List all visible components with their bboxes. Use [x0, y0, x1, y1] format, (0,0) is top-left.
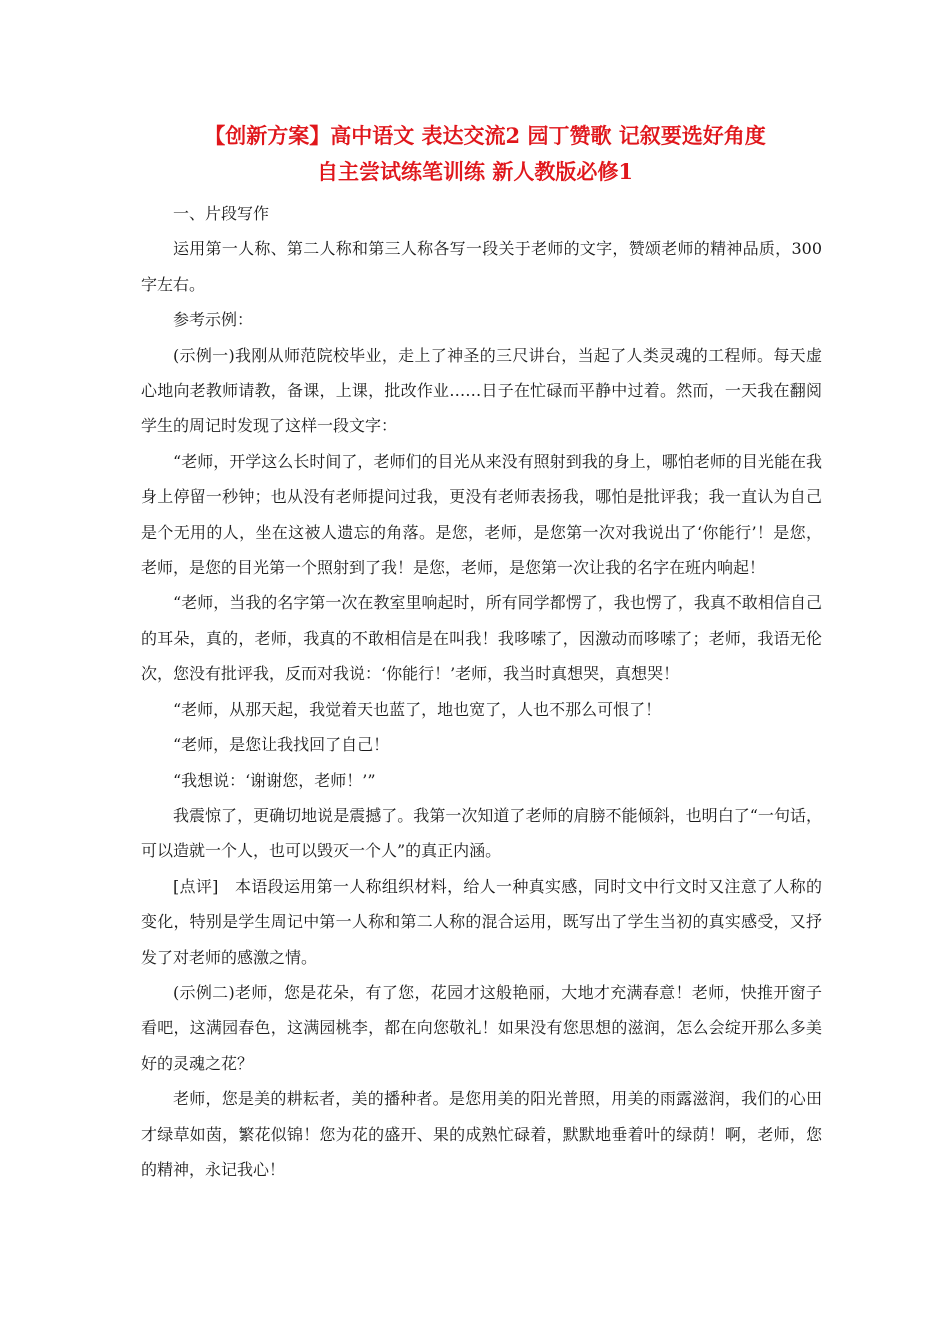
paragraph-task: 运用第一人称、第二人称和第三人称各写一段关于老师的文字，赞颂老师的精神品质，300字左右。 — [141, 239, 822, 294]
paragraph-diary-3: “老师，从那天起，我觉着天也蓝了，地也宽了，人也不那么可恨了！ — [173, 699, 662, 719]
paragraph-reference-label: 参考示例： — [173, 310, 254, 330]
paragraph-example1-intro: (示例一)我刚从师范院校毕业，走上了神圣的三尺讲台，当起了人类灵魂的工程师。每天虚心地向老教师请教，备课，上课，批改作业……日子在忙碌而平静中过着。然而，一天我在翻阅学生的周记时发现了这样一段文字： — [141, 345, 822, 436]
document-body — [141, 196, 822, 1187]
document-title-line1: 【创新方案】高中语文 表达交流2 园丁赞歌 记叙要选好角度 — [204, 123, 766, 148]
paragraph-diary-5: “我想说：‘谢谢您，老师！’” — [173, 770, 376, 790]
document-title-line2: 自主尝试练笔训练 新人教版必修1 — [317, 159, 633, 184]
paragraph-diary-2: “老师，当我的名字第一次在教室里响起时，所有同学都愣了，我也愣了，我真不敢相信自己的耳朵，真的，老师，我真的不敢相信是在叫我！我哆嗦了，因激动而哆嗦了；老师，我语无伦次，您没有批评我，反而对我说：‘你能行！’老师，我当时真想哭，真想哭！ — [141, 593, 822, 684]
paragraph-reflection: 我震惊了，更确切地说是震撼了。我第一次知道了老师的肩膀不能倾斜，也明白了“一句话，可以造就一个人，也可以毁灭一个人”的真正内涵。 — [141, 805, 822, 861]
paragraph-diary-1: “老师，开学这么长时间了，老师们的目光从来没有照射到我的身上，哪怕老师的目光能在我身上停留一秒钟；也从没有老师提问过我，更没有老师表扬我，哪怕是批评我；我一直认为自己是个无用的人，坐在这被人遗忘的角落。是您，老师，是您第一次对我说出了‘你能行’！是您，老师，是您的目光第一个照射到了我！是您，老师，是您第一次让我的名字在班内响起！ — [141, 451, 822, 578]
paragraph-diary-4: “老师，是您让我找回了自己！ — [173, 735, 390, 755]
paragraph-commentary: [点评] 本语段运用第一人称组织材料，给人一种真实感，同时文中行文时又注意了人称的变化，特别是学生周记中第一人称和第二人称的混合运用，既写出了学生当初的真实感受，又抒发了对老师的感激之情。 — [141, 876, 822, 967]
paragraph-example2-cont: 老师，您是美的耕耘者，美的播种者。是您用美的阳光普照，用美的雨露滋润，我们的心田才绿草如茵，繁花似锦！您为花的盛开、果的成熟忙碌着，默默地垂着叶的绿荫！啊，老师，您的精神，永记我心！ — [141, 1089, 822, 1179]
section-heading: 一、片段写作 — [173, 204, 270, 223]
paragraph-example2: (示例二)老师，您是花朵，有了您，花园才这般艳丽，大地才充满春意！老师，快推开窗子看吧，这满园春色，这满园桃李，都在向您敬礼！如果没有您思想的滋润，怎么会绽开那么多美好的灵魂之花？ — [141, 982, 822, 1073]
